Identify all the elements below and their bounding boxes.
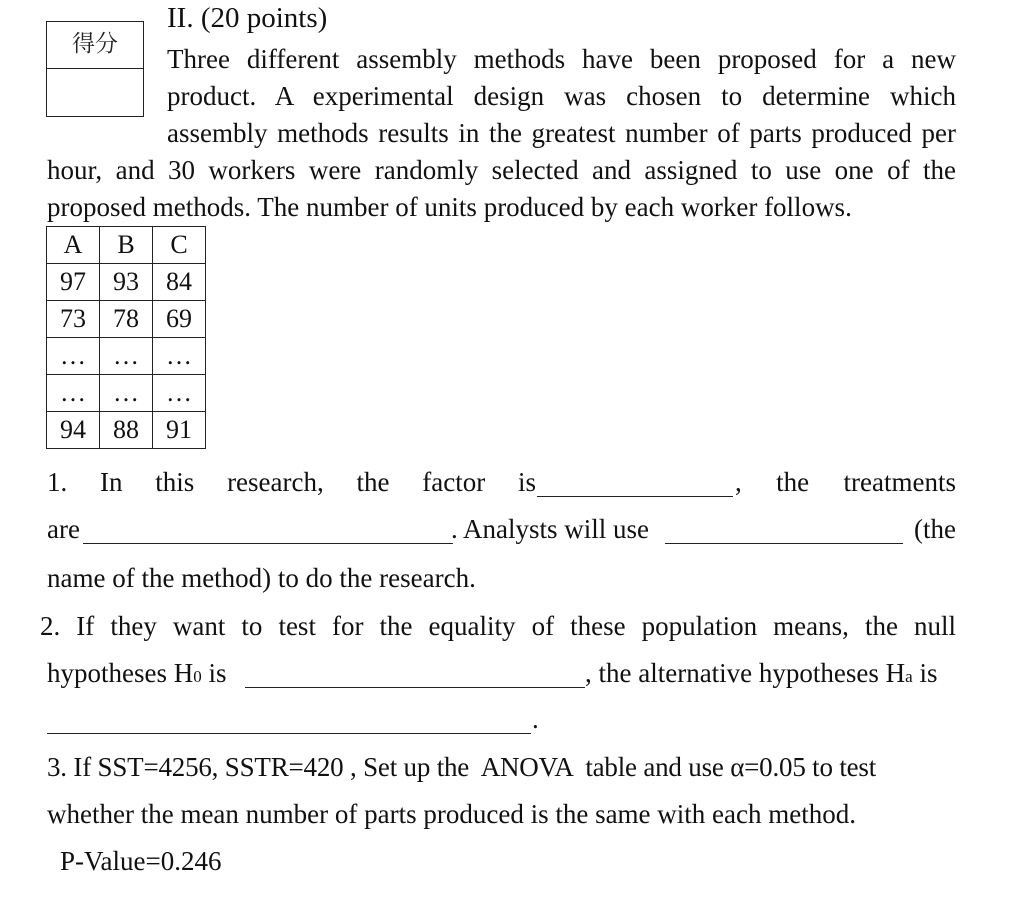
score-label: 得分 — [47, 22, 143, 69]
q2-line-1: 2. If they want to test for the equality of these population means, the null — [40, 611, 956, 641]
table-cell: 88 — [100, 412, 153, 449]
q1-text-the: (the — [914, 514, 956, 544]
table-cell: … — [47, 375, 100, 412]
treatments-blank[interactable] — [83, 542, 453, 544]
intro-line-3: assembly methods results in the greatest number of parts produced per — [167, 118, 956, 148]
section-title: II. (20 points) — [167, 2, 328, 34]
units-table — [46, 226, 206, 449]
intro-line-2: product. A experimental design was chosen to determine which — [167, 81, 956, 111]
q3-line-1: 3. If SST=4256, SSTR=420 , Set up the ANOVA table and use α=0.05 to test — [47, 752, 877, 782]
intro-line-4: hour, and 30 workers were randomly selected and assigned to use one of the — [47, 155, 956, 185]
intro-line-5: proposed methods. The number of units produced by each worker follows. — [47, 192, 852, 222]
table-cell: 69 — [153, 301, 206, 338]
table-row — [47, 375, 206, 412]
header-c: C — [153, 227, 206, 264]
intro-line-1: Three different assembly methods have been proposed for a new — [167, 44, 956, 74]
q2-line-3 — [47, 704, 547, 738]
table-cell: … — [100, 375, 153, 412]
method-blank[interactable] — [665, 542, 903, 544]
null-hypothesis-blank[interactable] — [245, 686, 585, 688]
q2-ha-label: , the alternative hypotheses Ha is — [585, 658, 938, 688]
table-cell: … — [47, 338, 100, 375]
table-cell: … — [100, 338, 153, 375]
table-cell: 94 — [47, 412, 100, 449]
header-a: A — [47, 227, 100, 264]
q1-text-factor: 1. In this research, the factor is — [47, 467, 536, 497]
score-entry-cell[interactable] — [47, 69, 143, 116]
q1-line-3: name of the method) to do the research. — [47, 563, 476, 593]
header-b: B — [100, 227, 153, 264]
table-cell: … — [153, 375, 206, 412]
table-cell: … — [153, 338, 206, 375]
q1-text-are: are — [47, 514, 80, 544]
table-row — [47, 264, 206, 301]
table-cell: 73 — [47, 301, 100, 338]
table-cell: 93 — [100, 264, 153, 301]
table-row — [47, 412, 206, 449]
q2-period: . — [532, 704, 539, 734]
table-cell: 84 — [153, 264, 206, 301]
q3-line-2: whether the mean number of parts produced is the same with each method. — [47, 799, 856, 829]
table-header-row — [47, 227, 206, 264]
table-row — [47, 301, 206, 338]
table-cell: 91 — [153, 412, 206, 449]
score-box — [46, 21, 144, 117]
q2-h0-label: hypotheses H0 is — [47, 658, 227, 688]
p-value: P-Value=0.246 — [60, 846, 222, 876]
q1-text-treatments: , the treatments — [735, 467, 956, 497]
table-cell: 78 — [100, 301, 153, 338]
alternative-hypothesis-blank[interactable] — [47, 732, 531, 734]
table-cell: 97 — [47, 264, 100, 301]
table-row — [47, 338, 206, 375]
q1-text-analysts: . Analysts will use — [451, 514, 650, 544]
factor-blank[interactable] — [537, 495, 733, 497]
